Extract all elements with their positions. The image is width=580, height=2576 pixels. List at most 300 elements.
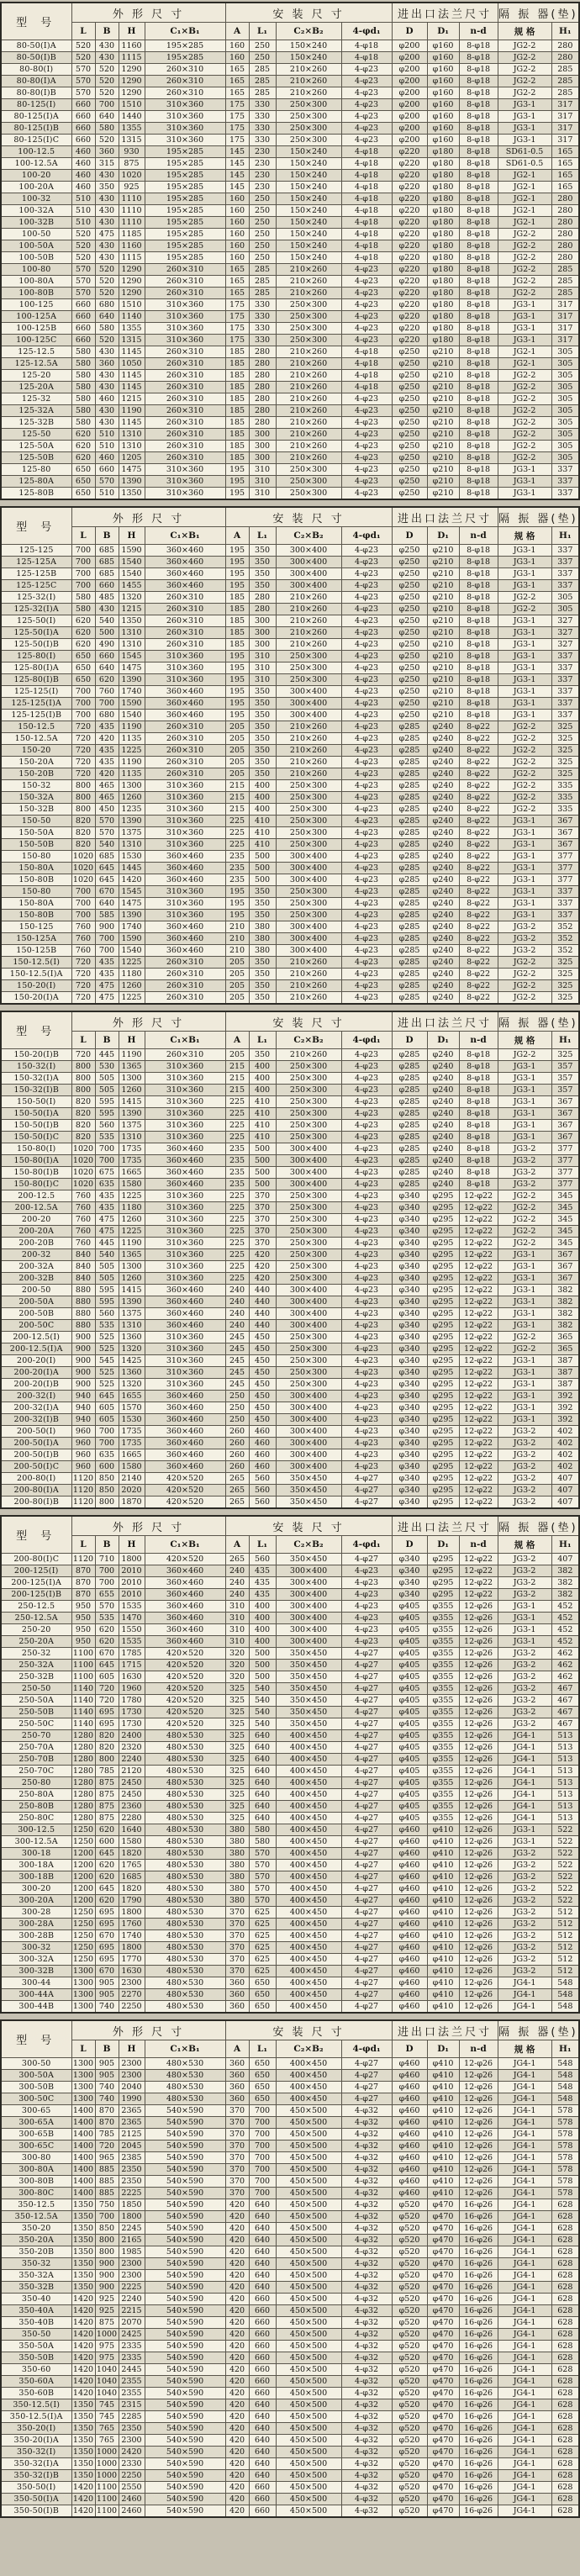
value-cell: JG4-1	[498, 1766, 551, 1777]
value-cell: 580	[71, 592, 95, 604]
value-cell: 700	[249, 2152, 276, 2164]
column-header: D₁	[427, 23, 459, 40]
value-cell: 1140	[72, 1684, 94, 1693]
value-cell: 940	[71, 1391, 95, 1402]
value-cell: 370	[225, 1942, 249, 1954]
value-cell: 465	[95, 792, 119, 804]
value-cell: φ410	[427, 2093, 459, 2105]
value-cell: 285	[249, 87, 276, 99]
column-header: C₁×B₁	[145, 1032, 225, 1049]
value-cell: 4-φ27	[341, 1789, 392, 1801]
value-cell: 310×360	[145, 1120, 225, 1132]
model-cell: 100-125A	[1, 311, 71, 323]
value-cell: 1420	[72, 2294, 94, 2304]
model-cell: 350-50A	[1, 2341, 71, 2352]
value-cell: 285	[551, 264, 579, 276]
value-cell: 1110	[119, 205, 145, 217]
value-cell: 580	[71, 417, 95, 429]
value-cell: 900	[95, 2282, 119, 2294]
value-cell: 4-φ23	[341, 1285, 392, 1296]
value-cell: JG3-2	[498, 1919, 551, 1930]
value-cell: 4-φ18	[341, 146, 392, 158]
value-cell: φ470	[427, 2294, 459, 2305]
value-cell: 620	[95, 1636, 119, 1648]
value-cell: 357	[551, 1073, 579, 1085]
table-row	[1, 2164, 579, 2176]
value-cell: 1400	[72, 2177, 94, 2186]
value-cell: 8-φ18	[459, 1049, 498, 1061]
value-cell: 435	[95, 757, 119, 768]
value-cell: 280	[551, 40, 579, 52]
value-cell: φ460	[392, 1871, 427, 1883]
value-cell: JG3-1	[498, 1636, 551, 1648]
value-cell: φ210	[427, 358, 459, 370]
value-cell: 8-φ18	[459, 710, 498, 721]
value-cell: 452	[551, 1624, 579, 1636]
value-cell: 625	[249, 1930, 276, 1942]
value-cell: SD61-0.5	[498, 146, 551, 158]
value-cell: 410	[249, 839, 276, 851]
value-cell: 480×530	[145, 1824, 225, 1836]
value-cell: 430	[95, 604, 119, 615]
table-row	[1, 1871, 579, 1883]
value-cell: 513	[551, 1813, 579, 1824]
value-cell: 250×300	[276, 1343, 341, 1355]
value-cell: φ240	[427, 1085, 459, 1096]
value-cell: 700	[249, 2129, 276, 2141]
value-cell: 4-φ23	[341, 464, 392, 476]
value-cell: φ210	[427, 615, 459, 627]
value-cell: 265	[225, 1473, 249, 1485]
value-cell: 380	[225, 1871, 249, 1883]
value-cell: 650	[249, 2058, 276, 2070]
value-cell: JG3-1	[498, 580, 551, 592]
value-cell: 4-φ23	[341, 1308, 392, 1320]
value-cell: 620	[71, 429, 95, 441]
value-cell: 628	[551, 2482, 579, 2494]
value-cell: 430	[95, 40, 119, 52]
value-cell: 4-φ27	[341, 1836, 392, 1848]
value-cell: 4-φ23	[341, 1049, 392, 1061]
value-cell: 420	[95, 733, 119, 745]
value-cell: 655	[95, 1589, 119, 1601]
value-cell: 800	[95, 1754, 119, 1766]
value-cell: φ210	[427, 417, 459, 429]
value-cell: 1355	[119, 323, 145, 335]
value-cell: 960	[71, 1438, 95, 1449]
value-cell: 330	[249, 135, 276, 146]
value-cell: 350	[249, 969, 276, 980]
value-cell: JG4-1	[498, 2282, 551, 2294]
table-row	[1, 1613, 579, 1624]
table-row	[1, 1155, 579, 1167]
value-cell: φ355	[427, 1730, 459, 1742]
value-cell: φ240	[427, 863, 459, 874]
value-cell: 700	[95, 945, 119, 957]
model-cell: 100-32	[1, 193, 71, 205]
value-cell: 1785	[119, 1648, 145, 1660]
value-cell: 350×450	[276, 1485, 341, 1497]
value-cell: 522	[551, 1871, 579, 1883]
value-cell: 4-φ32	[341, 2141, 392, 2152]
value-cell: 4-φ23	[341, 1202, 392, 1214]
value-cell: 8-φ18	[459, 405, 498, 417]
column-header: n-d	[459, 2040, 498, 2058]
value-cell: JG4-1	[498, 2246, 551, 2258]
value-cell: 1800	[119, 1554, 145, 1565]
value-cell: JG3-2	[498, 1485, 551, 1497]
value-cell: 377	[551, 851, 579, 863]
value-cell: 1225	[119, 957, 145, 969]
value-cell: 420	[249, 1261, 276, 1273]
value-cell: 8-φ18	[459, 358, 498, 370]
value-cell: 4-φ23	[341, 1226, 392, 1238]
column-header: L₁	[249, 2040, 276, 2058]
value-cell: JG3-1	[498, 651, 551, 662]
value-cell: 350×450	[276, 1554, 341, 1565]
value-cell: 450×500	[276, 2211, 341, 2223]
value-cell: φ520	[392, 2246, 427, 2258]
value-cell: 660	[71, 111, 95, 123]
value-cell: JG4-1	[498, 1754, 551, 1766]
value-cell: 4-φ23	[341, 335, 392, 346]
value-cell: 820	[71, 1096, 95, 1108]
table-row	[1, 745, 579, 757]
value-cell: 175	[225, 111, 249, 123]
value-cell: φ340	[392, 1379, 427, 1391]
value-cell: 350	[249, 698, 276, 710]
value-cell: φ285	[392, 945, 427, 957]
value-cell: 8-φ18	[459, 686, 498, 698]
value-cell: 1990	[119, 2093, 145, 2105]
value-cell: JG3-2	[498, 1718, 551, 1730]
value-cell: JG3-1	[498, 1249, 551, 1261]
value-cell: JG2-1	[498, 217, 551, 229]
value-cell: 2355	[119, 2388, 145, 2399]
value-cell: φ210	[427, 346, 459, 358]
value-cell: φ355	[427, 1742, 459, 1754]
value-cell: JG4-1	[498, 2411, 551, 2423]
value-cell: 1320	[119, 1343, 145, 1355]
value-cell: 350	[249, 910, 276, 921]
value-cell: φ340	[392, 1332, 427, 1343]
table-row	[1, 1402, 579, 1414]
value-cell: 8-φ22	[459, 827, 498, 839]
model-cell: 300-80C	[1, 2188, 71, 2199]
value-cell: 700	[71, 545, 95, 557]
value-cell: 12-φ26	[459, 1624, 498, 1636]
model-cell: 300-28	[1, 1907, 71, 1919]
value-cell: 370	[225, 2176, 249, 2188]
table-row	[1, 1261, 579, 1273]
value-cell: 210×260	[276, 969, 341, 980]
value-cell: JG2-2	[498, 382, 551, 393]
value-cell: 430	[95, 417, 119, 429]
value-cell: 185	[225, 370, 249, 382]
value-cell: 12-φ26	[459, 1777, 498, 1789]
value-cell: φ285	[392, 1155, 427, 1167]
value-cell: 2250	[119, 2001, 145, 2014]
value-cell: 1800	[119, 1907, 145, 1919]
value-cell: 450	[249, 1343, 276, 1355]
value-cell: 420	[95, 768, 119, 780]
value-cell: φ250	[392, 615, 427, 627]
value-cell: 4-φ23	[341, 323, 392, 335]
value-cell: 1420	[72, 2389, 94, 2398]
value-cell: φ220	[392, 146, 427, 158]
value-cell: φ285	[392, 792, 427, 804]
value-cell: φ240	[427, 921, 459, 933]
value-cell: 875	[95, 1789, 119, 1801]
value-cell: 382	[551, 1296, 579, 1308]
value-cell: 337	[551, 488, 579, 500]
value-cell: 350×450	[276, 1707, 341, 1718]
model-cell: 150-80	[1, 851, 71, 863]
value-cell: 360×460	[145, 1179, 225, 1190]
value-cell: 377	[551, 1143, 579, 1155]
value-cell: 250	[225, 1414, 249, 1426]
value-cell: 625	[249, 1942, 276, 1954]
value-cell: 8-φ22	[459, 863, 498, 874]
value-cell: 4-φ23	[341, 1320, 392, 1332]
value-cell: 540×590	[145, 2141, 225, 2152]
value-cell: JG3-1	[498, 851, 551, 863]
value-cell: 300×400	[276, 1155, 341, 1167]
group-header-4: 隔 振 器(垫)	[498, 3, 579, 23]
value-cell: 4-φ23	[341, 1085, 392, 1096]
value-cell: φ295	[427, 1438, 459, 1449]
value-cell: JG3-1	[498, 335, 551, 346]
value-cell: 4-φ32	[341, 2470, 392, 2482]
model-cell: 80-125(I)A	[1, 111, 71, 123]
column-header: C₂×B₂	[276, 2040, 341, 2058]
value-cell: φ295	[427, 1273, 459, 1285]
value-cell: 400×450	[276, 1860, 341, 1871]
table-row	[1, 2105, 579, 2117]
value-cell: 460	[249, 1461, 276, 1473]
column-header: D	[392, 527, 427, 545]
value-cell: 325	[551, 957, 579, 969]
value-cell: 285	[249, 288, 276, 299]
value-cell: 500	[249, 1143, 276, 1155]
value-cell: 8-φ18	[459, 1179, 498, 1190]
value-cell: 235	[225, 851, 249, 863]
value-cell: φ355	[427, 1601, 459, 1613]
value-cell: 12-φ26	[459, 1766, 498, 1777]
value-cell: 905	[95, 1977, 119, 1989]
value-cell: 420	[225, 2458, 249, 2470]
value-cell: 4-φ27	[341, 1954, 392, 1966]
value-cell: 400×450	[276, 1742, 341, 1754]
value-cell: 12-φ22	[459, 1296, 498, 1308]
model-cell: 200-12.5(I)	[1, 1332, 71, 1343]
value-cell: 578	[551, 2117, 579, 2129]
value-cell: 8-φ18	[459, 545, 498, 557]
value-cell: φ460	[392, 2070, 427, 2082]
value-cell: 4-φ32	[341, 2376, 392, 2388]
value-cell: φ355	[427, 1671, 459, 1683]
value-cell: 450×500	[276, 2352, 341, 2364]
value-cell: 475	[95, 1226, 119, 1238]
value-cell: 450×500	[276, 2105, 341, 2117]
value-cell: JG2-2	[498, 452, 551, 464]
value-cell: φ470	[427, 2388, 459, 2399]
value-cell: 260×310	[145, 627, 225, 639]
value-cell: 350	[249, 768, 276, 780]
value-cell: 4-φ23	[341, 1190, 392, 1202]
table-row	[1, 698, 579, 710]
value-cell: 600	[95, 1836, 119, 1848]
value-cell: 480×530	[145, 1966, 225, 1977]
value-cell: 280	[551, 193, 579, 205]
value-cell: 720	[71, 721, 95, 733]
value-cell: 570	[249, 1895, 276, 1907]
value-cell: 660	[249, 2341, 276, 2352]
value-cell: 870	[95, 2105, 119, 2117]
value-cell: JG3-1	[498, 1285, 551, 1296]
value-cell: 325	[225, 1707, 249, 1718]
value-cell: 12-φ22	[459, 1473, 498, 1485]
value-cell: φ240	[427, 957, 459, 969]
value-cell: 175	[225, 311, 249, 323]
value-cell: 1200	[72, 1861, 94, 1870]
table-row	[1, 1179, 579, 1190]
value-cell: 2010	[119, 1577, 145, 1589]
value-cell: 640	[249, 1801, 276, 1813]
value-cell: φ220	[392, 264, 427, 276]
model-cell: 250-50A	[1, 1695, 71, 1707]
value-cell: φ160	[427, 135, 459, 146]
value-cell: 1350	[72, 2271, 94, 2280]
value-cell: 1000	[96, 2330, 118, 2339]
column-header: C₁×B₁	[145, 23, 225, 40]
value-cell: 4-φ27	[341, 1919, 392, 1930]
value-cell: 12-φ26	[459, 1636, 498, 1648]
value-cell: 4-φ32	[341, 2494, 392, 2505]
model-cell: 350-60	[1, 2364, 71, 2376]
value-cell: 4-φ27	[341, 1801, 392, 1813]
value-cell: φ250	[392, 557, 427, 568]
value-cell: 765	[95, 2435, 119, 2447]
value-cell: 387	[551, 1379, 579, 1391]
value-cell: JG2-2	[498, 240, 551, 252]
value-cell: 2250	[119, 2470, 145, 2482]
value-cell: 16-φ26	[459, 2411, 498, 2423]
value-cell: 520	[71, 40, 95, 52]
model-cell: 200-32(I)	[1, 1391, 71, 1402]
value-cell: 435	[249, 1577, 276, 1589]
model-cell: 150-32(I)A	[1, 1073, 71, 1085]
value-cell: 305	[551, 382, 579, 393]
value-cell: 870	[71, 1589, 95, 1601]
value-cell: 540×590	[145, 2282, 225, 2294]
value-cell: 8-φ18	[459, 323, 498, 335]
value-cell: 250	[249, 52, 276, 64]
value-cell: 327	[551, 627, 579, 639]
value-cell: 620	[95, 1871, 119, 1883]
value-cell: 650	[249, 2093, 276, 2105]
value-cell: 4-φ32	[341, 2246, 392, 2258]
model-cell: 200-125(I)	[1, 1565, 71, 1577]
value-cell: 4-φ32	[341, 2364, 392, 2376]
value-cell: 1190	[119, 721, 145, 733]
table-row	[1, 452, 579, 464]
value-cell: φ295	[427, 1497, 459, 1509]
value-cell: 402	[551, 1438, 579, 1449]
value-cell: 4-φ23	[341, 662, 392, 674]
value-cell: φ210	[427, 557, 459, 568]
value-cell: 452	[551, 1636, 579, 1648]
value-cell: 1510	[119, 99, 145, 111]
value-cell: φ460	[392, 2188, 427, 2199]
value-cell: JG3-1	[498, 1320, 551, 1332]
value-cell: 4-φ23	[341, 1073, 392, 1085]
value-cell: 1420	[119, 874, 145, 886]
value-cell: JG2-2	[498, 1214, 551, 1226]
value-cell: 1280	[72, 1766, 94, 1776]
value-cell: 900	[95, 2258, 119, 2270]
value-cell: 250×300	[276, 111, 341, 123]
column-header: B	[95, 527, 119, 545]
value-cell: 350	[249, 886, 276, 898]
value-cell: 2550	[119, 2482, 145, 2494]
value-cell: 260	[225, 1438, 249, 1449]
model-cell: 300-18A	[1, 1860, 71, 1871]
value-cell: 185	[225, 441, 249, 452]
value-cell: 540×590	[145, 2152, 225, 2164]
value-cell: 260×310	[145, 592, 225, 604]
value-cell: 175	[225, 299, 249, 311]
value-cell: JG3-2	[498, 1565, 551, 1577]
value-cell: 400×450	[276, 1766, 341, 1777]
value-cell: 1420	[72, 2506, 94, 2515]
value-cell: 4-φ27	[341, 1683, 392, 1695]
table-row	[1, 2364, 579, 2376]
value-cell: 360×460	[145, 710, 225, 721]
value-cell: JG4-1	[498, 2423, 551, 2435]
value-cell: 310×360	[145, 1085, 225, 1096]
value-cell: 310×360	[145, 1132, 225, 1143]
value-cell: 205	[225, 721, 249, 733]
value-cell: 490	[95, 639, 119, 651]
value-cell: φ285	[392, 745, 427, 757]
value-cell: φ470	[427, 2199, 459, 2211]
value-cell: 210×260	[276, 1049, 341, 1061]
column-header: B	[95, 23, 119, 40]
value-cell: φ285	[392, 780, 427, 792]
value-cell: 210×260	[276, 452, 341, 464]
value-cell: 280	[249, 346, 276, 358]
model-cell: 350-50(I)A	[1, 2494, 71, 2505]
value-cell: φ250	[392, 639, 427, 651]
value-cell: 330	[249, 323, 276, 335]
value-cell: 450×500	[276, 2341, 341, 2352]
value-cell: 240	[225, 1320, 249, 1332]
value-cell: JG4-1	[498, 2305, 551, 2317]
value-cell: 435	[95, 1202, 119, 1214]
value-cell: 325	[551, 768, 579, 780]
value-cell: 16-φ26	[459, 2199, 498, 2211]
value-cell: 1300	[72, 2082, 94, 2092]
value-cell: 310×360	[145, 1214, 225, 1226]
value-cell: 195	[225, 910, 249, 921]
table-row	[1, 2388, 579, 2399]
value-cell: 520	[95, 276, 119, 288]
value-cell: JG2-2	[498, 792, 551, 804]
value-cell: φ470	[427, 2270, 459, 2282]
value-cell: φ520	[392, 2199, 427, 2211]
value-cell: 595	[95, 1285, 119, 1296]
